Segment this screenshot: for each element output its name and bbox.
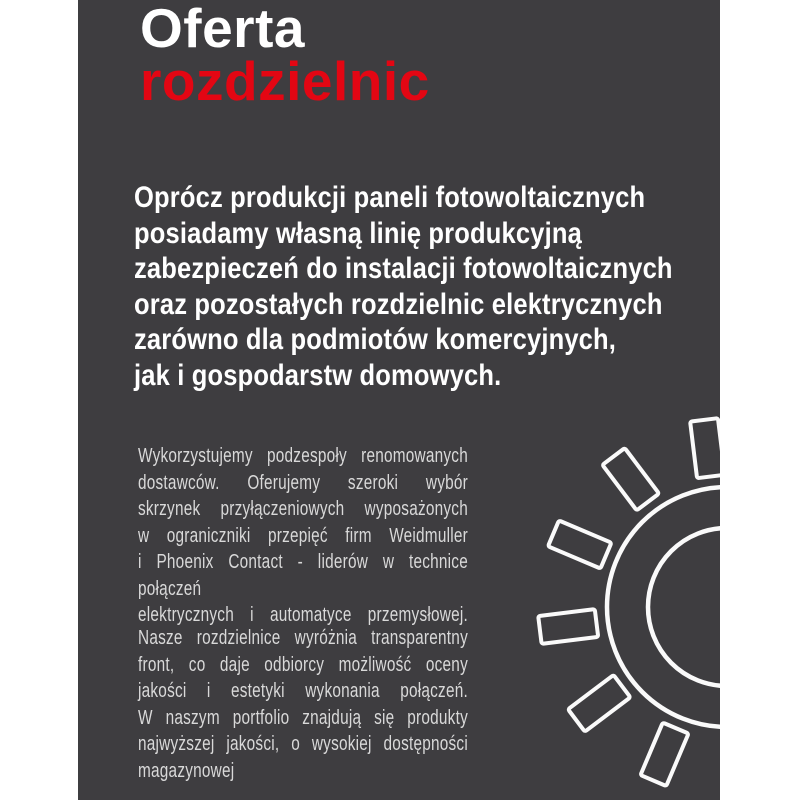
text-line: oraz pozostałych rozdzielnic elektrycznych <box>134 287 663 321</box>
text-line: zabezpieczeń do instalacji fotowoltaicznych <box>134 252 673 285</box>
page-title-line-2: rozdzielnic <box>140 50 430 112</box>
text-line: jakości i estetyki wykonania połączeń. <box>138 680 468 702</box>
text-line: dostawców. Oferujemy szeroki wybór <box>138 471 468 494</box>
text-line: w ograniczniki przepięć firm Weidmuller <box>138 524 468 547</box>
text-line: Wykorzystujemy podzespoły renomowanych <box>138 445 468 467</box>
text-line: magazynowej <box>138 759 235 782</box>
text-line: Nasze rozdzielnice wyróżnia transparentny <box>138 627 468 649</box>
text-line: elektrycznych i automatyce przemysłowej. <box>138 604 468 626</box>
sun-icon <box>430 380 720 800</box>
text-line: zarówno dla podmiotów komercyjnych, <box>134 323 617 356</box>
page-title <box>140 0 430 112</box>
sun-ring <box>648 528 720 686</box>
sun-ray <box>538 609 598 644</box>
sun-ray <box>690 418 720 478</box>
text-line: i Phoenix Contact - liderów w technice połączeń <box>138 551 468 600</box>
intro-paragraph <box>134 180 673 393</box>
page-title-line-1: Oferta <box>140 0 305 59</box>
sun-ray <box>640 723 688 786</box>
content-panel <box>78 0 720 800</box>
body-paragraph-components <box>138 443 468 629</box>
text-line: najwyższej jakości, o wysokiej dostępności <box>138 733 468 755</box>
body-paragraph-switchboards <box>138 625 468 784</box>
text-line: Oprócz produkcji paneli fotowoltaicznych <box>134 181 646 214</box>
text-line: W naszym portfolio znajdują się produkty <box>138 706 468 729</box>
sun-ray <box>568 675 630 732</box>
text-line: jak i gospodarstw domowych. <box>134 358 502 392</box>
text-line: front, co daje odbiorcy możliwość oceny <box>138 653 468 676</box>
sun-ray <box>602 448 659 510</box>
text-line: posiadamy własną linię produkcyjną <box>134 216 582 250</box>
text-line: skrzynek przyłączeniowych wyposażonych <box>138 498 468 520</box>
sun-ray <box>548 520 611 568</box>
